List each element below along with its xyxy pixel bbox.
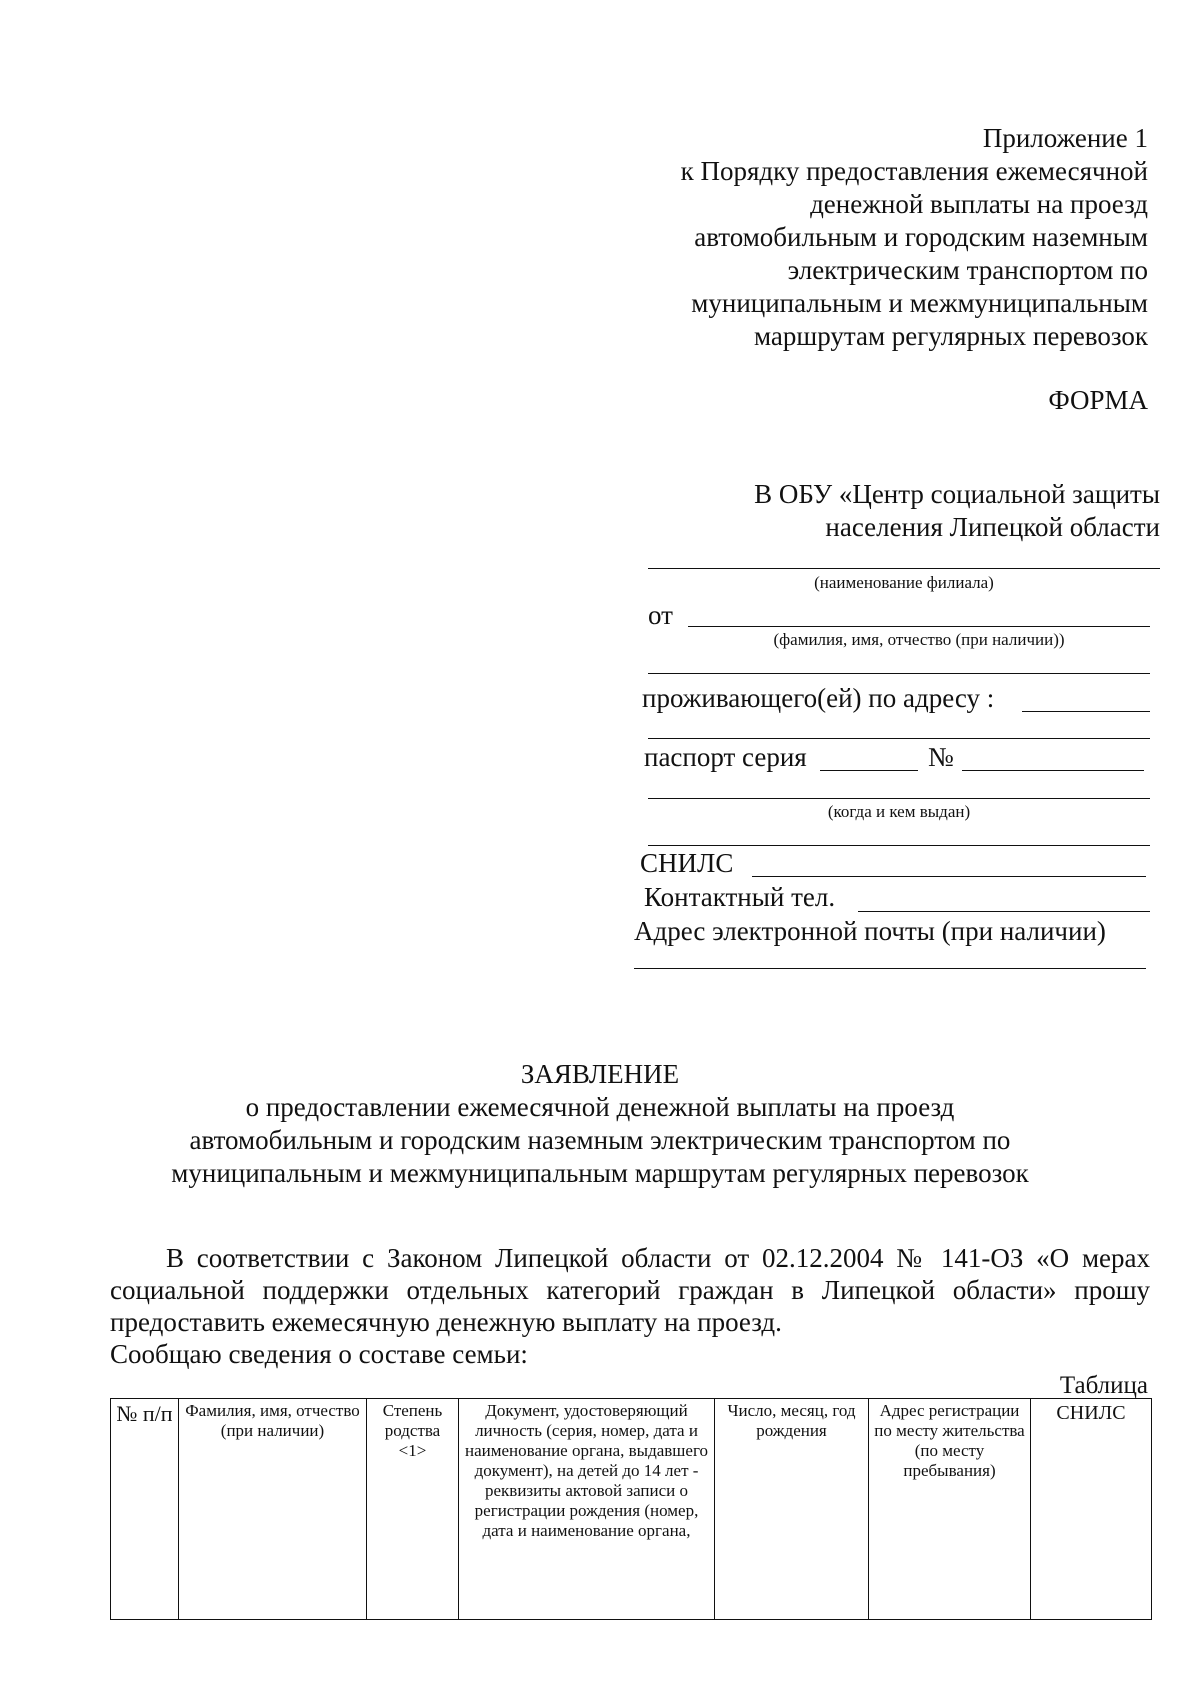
address-label: проживающего(ей) по адресу : — [642, 683, 995, 713]
column-header-full-name: Фамилия, имя, отчество (при наличии) — [179, 1399, 367, 1620]
table-caption: Таблица — [1059, 1372, 1148, 1399]
column-header-identity-document: Документ, удостоверяющий личность (серия, номер, дата и наименование органа, выдавшего документ), на детей до 14 лет - реквизиты актовой записи о регистрации рождения (номер, дата и наименование органа, — [459, 1399, 715, 1620]
from-label: от — [648, 600, 673, 630]
form-label: ФОРМА — [1048, 385, 1148, 415]
branch-caption: (наименование филиала) — [814, 573, 994, 592]
statement-paragraph: В соответствии с Законом Липецкой области от 02.12.2004 № 141-ОЗ «О мерах социальной поддержки отдельных категорий граждан в Липецкой области» прошу предоставить ежемесячную денежную выплату на проезд. — [110, 1243, 1150, 1337]
statement-subtitle-line: муниципальным и межмуниципальным маршрутам регулярных перевозок — [171, 1158, 1029, 1188]
family-intro: Сообщаю сведения о составе семьи: — [110, 1339, 528, 1369]
table-header-row — [111, 1399, 1152, 1620]
statement-title — [100, 1058, 1100, 1190]
snils-line[interactable] — [752, 876, 1146, 877]
column-header-registration-address: Адрес регистрации по месту жительства (по месту пребывания) — [869, 1399, 1031, 1620]
column-header-relationship: Степень родства <1> — [367, 1399, 459, 1620]
name-caption: (фамилия, имя, отчество (при наличии)) — [773, 630, 1065, 649]
recipient-line: населения Липецкой области — [825, 512, 1160, 542]
appendix-line: денежной выплаты на проезд — [810, 189, 1148, 219]
passport-label: паспорт серия — [644, 742, 807, 772]
applicant-name-extra-line[interactable] — [648, 673, 1150, 674]
family-table — [110, 1398, 1152, 1620]
applicant-name-line[interactable] — [688, 626, 1150, 627]
passport-number-line[interactable] — [962, 770, 1144, 771]
statement-body — [110, 1242, 1150, 1370]
branch-name-line[interactable] — [648, 568, 1160, 569]
statement-heading: ЗАЯВЛЕНИЕ — [520, 1059, 680, 1089]
snils-label: СНИЛС — [640, 848, 734, 878]
appendix-line: электрическим транспортом по — [787, 255, 1148, 285]
appendix-line: Приложение 1 — [982, 123, 1148, 153]
recipient-block — [640, 478, 1160, 544]
statement-subtitle-line: автомобильным и городским наземным электрическим транспортом по — [189, 1125, 1011, 1155]
column-header-birth-date: Число, месяц, год рождения — [715, 1399, 869, 1620]
address-extra-line[interactable] — [648, 738, 1150, 739]
passport-series-line[interactable] — [820, 770, 918, 771]
issued-caption: (когда и кем выдан) — [827, 802, 971, 821]
email-label: Адрес электронной почты (при наличии) — [634, 916, 1106, 946]
statement-subtitle-line: о предоставлении ежемесячной денежной выплаты на проезд — [245, 1092, 955, 1122]
email-line[interactable] — [634, 968, 1146, 969]
appendix-line: муниципальным и межмуниципальным — [691, 288, 1148, 318]
appendix-header — [628, 122, 1148, 353]
recipient-line: В ОБУ «Центр социальной защиты — [754, 479, 1160, 509]
column-header-number: № п/п — [111, 1399, 179, 1620]
phone-label: Контактный тел. — [644, 882, 836, 912]
appendix-line: к Порядку предоставления ежемесячной — [680, 156, 1148, 186]
column-header-snils: СНИЛС — [1031, 1399, 1152, 1620]
phone-line[interactable] — [858, 911, 1150, 912]
passport-issued-line[interactable] — [648, 845, 1150, 846]
passport-extra-line[interactable] — [648, 798, 1150, 799]
address-line[interactable] — [1022, 711, 1150, 712]
appendix-line: автомобильным и городским наземным — [694, 222, 1148, 252]
passport-number-label: № — [928, 742, 954, 772]
appendix-line: маршрутам регулярных перевозок — [754, 321, 1148, 351]
